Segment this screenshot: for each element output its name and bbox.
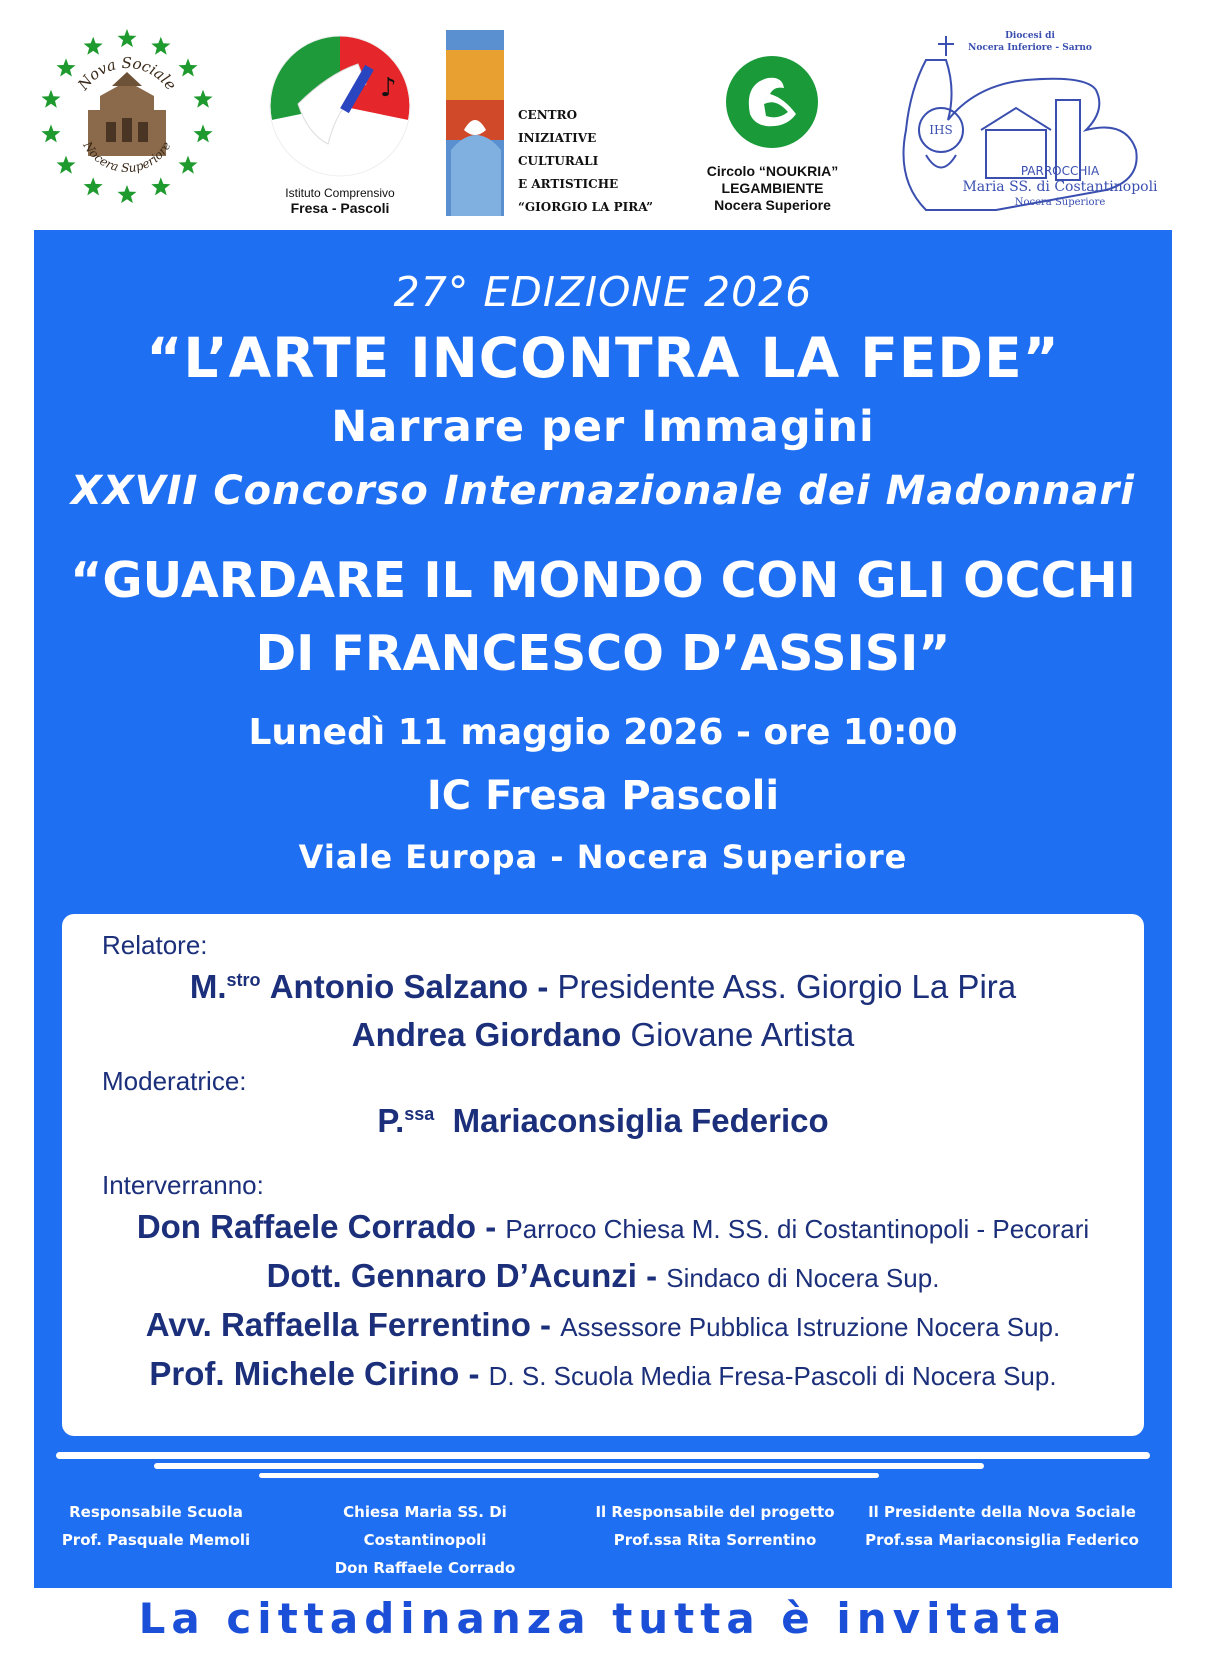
nova-sociale-top-text: Nova Sociale — [74, 53, 181, 94]
star-icon — [194, 124, 213, 142]
centro-la-pira-logo — [446, 30, 504, 216]
signature-2-title: Chiesa Maria SS. Di Costantinopoli — [343, 1503, 507, 1549]
moderatrice-name: Mariaconsiglia Federico — [452, 1102, 829, 1139]
istituto-line1: Istituto Comprensivo — [285, 186, 395, 200]
signature-2 — [280, 1498, 570, 1582]
signature-1-name: Prof. Pasquale Memoli — [61, 1531, 251, 1549]
star-icon — [151, 177, 170, 195]
signature-3 — [576, 1498, 854, 1554]
divider-bar-3 — [259, 1473, 879, 1478]
invitation-footer: La cittadinanza tutta è invitata — [138, 1594, 1068, 1643]
centro-line2: INIZIATIVE — [518, 131, 597, 145]
star-icon — [41, 124, 60, 142]
theme-line-1: “GUARDARE IL MONDO CON GLI OCCHI — [70, 552, 1136, 609]
speaker-2-name: Dott. Gennaro D’Acunzi - — [266, 1257, 658, 1294]
centro-line1: CENTRO — [518, 108, 578, 122]
centro-line4: E ARTISTICHE — [518, 177, 619, 191]
relatore-row-2 — [62, 1016, 1144, 1054]
relatore-row-1 — [62, 968, 1144, 1006]
relatore-label: Relatore: — [102, 930, 208, 960]
speaker-row-2 — [62, 1257, 1144, 1295]
star-icon — [151, 37, 170, 55]
divider-bar-2 — [154, 1463, 984, 1469]
relatore-2-role: Giovane Artista — [630, 1016, 855, 1053]
istituto-line2: Fresa - Pascoli — [290, 200, 390, 216]
svg-text:♪: ♪ — [380, 73, 397, 103]
star-icon — [41, 90, 60, 108]
nova-sociale-logo — [38, 28, 216, 206]
speaker-row-1 — [72, 1208, 1154, 1246]
contest-name: XXVII Concorso Internazionale dei Madonnari — [71, 468, 1135, 514]
star-icon — [84, 177, 103, 195]
speaker-1-role: Parroco Chiesa M. SS. di Costantinopoli - Pecorari — [505, 1214, 1090, 1244]
parrocchia-caption — [960, 163, 1160, 211]
star-icon — [179, 156, 198, 174]
legambiente-line2: LEGAMBIENTE — [721, 180, 824, 196]
speakers-card — [62, 914, 1144, 1436]
relatore-1-name: Antonio Salzano - — [269, 968, 549, 1005]
signature-3-title: Il Responsabile del progetto — [595, 1503, 835, 1521]
legambiente-swan-logo — [724, 54, 820, 150]
moderatrice-sup: ssa — [404, 1104, 435, 1124]
interverranno-label: Interverranno: — [102, 1170, 264, 1200]
istituto-caption — [255, 186, 425, 216]
speaker-3-role: Assessore Pubblica Istruzione Nocera Sup. — [560, 1312, 1061, 1342]
centro-line5: “GIORGIO LA PIRA” — [518, 200, 654, 214]
speaker-2-role: Sindaco di Nocera Sup. — [666, 1263, 940, 1293]
centro-la-pira-caption — [518, 104, 678, 219]
centro-line3: CULTURALI — [518, 154, 599, 168]
parrocchia-line2: Maria SS. di Costantinopoli — [962, 179, 1158, 195]
event-venue: IC Fresa Pascoli — [426, 773, 780, 819]
istituto-logo — [268, 34, 413, 179]
diocesi-caption — [960, 30, 1100, 54]
relatore-1-sup: stro — [226, 970, 261, 990]
speaker-row-4 — [62, 1355, 1144, 1393]
star-icon — [118, 29, 137, 47]
diocesi-line2: Nocera Inferiore - Sarno — [968, 43, 1092, 53]
legambiente-caption — [680, 163, 865, 214]
star-icon — [84, 37, 103, 55]
signature-1-title: Responsabile Scuola — [69, 1503, 243, 1521]
divider-bar-1 — [56, 1452, 1150, 1459]
speaker-4-name: Prof. Michele Cirino - — [149, 1355, 480, 1392]
moderatrice-label: Moderatrice: — [102, 1066, 247, 1096]
nova-sociale-bottom-text: Nocera Superiore — [80, 138, 174, 176]
parrocchia-line3: Nocera Superiore — [1014, 197, 1106, 208]
star-icon — [194, 90, 213, 108]
theme-line-2: DI FRANCESCO D’ASSISI” — [255, 625, 951, 682]
signature-1 — [26, 1498, 286, 1554]
diocesi-line1: Diocesi di — [1005, 31, 1055, 41]
edition-line: 27° EDIZIONE 2026 — [393, 268, 813, 316]
event-date: Lunedì 11 maggio 2026 - ore 10:00 — [248, 712, 958, 753]
event-address: Viale Europa - Nocera Superiore — [298, 838, 908, 876]
ihs-monogram: IHS — [929, 123, 953, 137]
signature-4 — [852, 1498, 1152, 1554]
relatore-1-prefix: M. — [189, 968, 227, 1005]
signature-4-title: Il Presidente della Nova Sociale — [868, 1503, 1136, 1521]
signature-4-name: Prof.ssa Mariaconsiglia Federico — [865, 1531, 1139, 1549]
speaker-row-3 — [62, 1306, 1144, 1344]
event-title: “L’ARTE INCONTRA LA FEDE” — [146, 326, 1060, 390]
relatore-2-name: Andrea Giordano — [351, 1016, 622, 1053]
moderatrice-prefix: P. — [377, 1102, 405, 1139]
star-icon — [118, 185, 137, 203]
legambiente-line3: Nocera Superiore — [714, 197, 831, 213]
speaker-3-name: Avv. Raffaella Ferrentino - — [145, 1306, 552, 1343]
parrocchia-line1: PARROCCHIA — [1020, 164, 1100, 178]
legambiente-line1: Circolo “NOUKRIA” — [706, 163, 839, 179]
moderatrice-row — [62, 1102, 1144, 1140]
relatore-1-role: Presidente Ass. Giorgio La Pira — [557, 968, 1017, 1005]
star-icon — [57, 156, 76, 174]
speaker-4-role: D. S. Scuola Media Fresa-Pascoli di Nocera Sup. — [488, 1361, 1057, 1391]
invitation-panel — [34, 230, 1172, 1588]
signature-2-name: Don Raffaele Corrado — [334, 1559, 516, 1577]
star-icon — [179, 58, 198, 76]
logos-strip — [0, 0, 1206, 230]
signature-3-name: Prof.ssa Rita Sorrentino — [613, 1531, 817, 1549]
star-icon — [57, 58, 76, 76]
speaker-1-name: Don Raffaele Corrado - — [136, 1208, 497, 1245]
event-subtitle: Narrare per Immagini — [331, 402, 875, 452]
